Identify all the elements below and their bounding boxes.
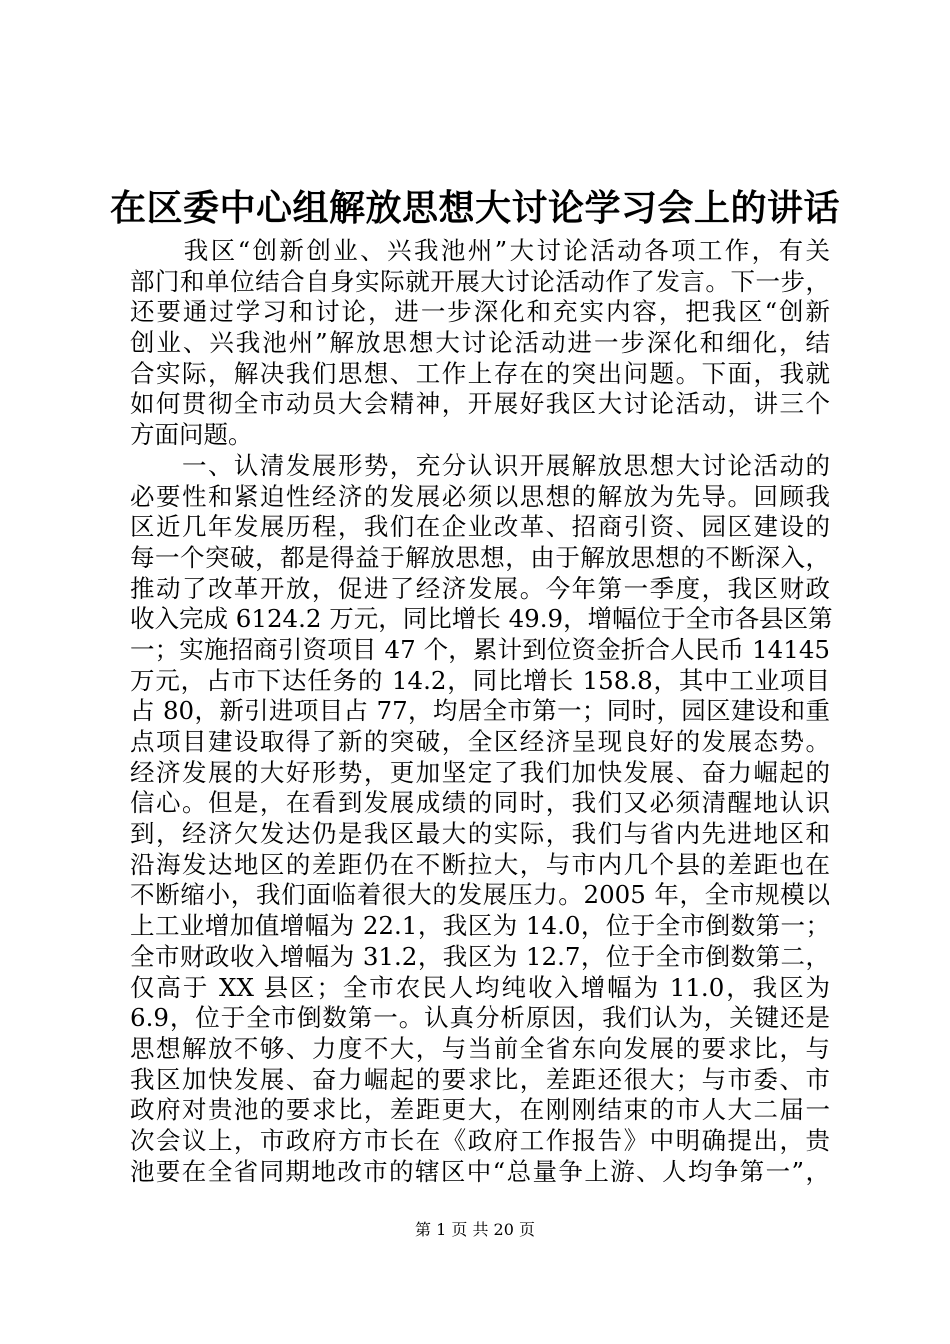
document-body (130, 236, 833, 1187)
body-line: 信心。但是，在看到发展成绩的同时，我们又必须清醒地认识 (130, 788, 830, 818)
body-line: 思想解放不够、力度不大，与当前全省东向发展的要求比，与 (130, 1033, 830, 1063)
body-line: 6.9，位于全市倒数第一。认真分析原因，我们认为，关键还是 (130, 1003, 830, 1033)
body-line: 占 80，新引进项目占 77，均居全市第一；同时，园区建设和重 (130, 696, 830, 726)
body-line: 沿海发达地区的差距仍在不断拉大，与市内几个县的差距也在 (130, 849, 830, 879)
body-line: 仅高于 XX 县区；全市农民人均纯收入增幅为 11.0，我区为 (130, 972, 830, 1002)
body-line: 创业、兴我池州”解放思想大讨论活动进一步深化和细化，结 (130, 328, 830, 358)
body-line: 每一个突破，都是得益于解放思想，由于解放思想的不断深入， (130, 542, 830, 572)
body-line: 万元，占市下达任务的 14.2，同比增长 158.8，其中工业项目 (130, 665, 830, 695)
body-line: 一、认清发展形势，充分认识开展解放思想大讨论活动的 (130, 450, 830, 480)
body-line: 全市财政收入增幅为 31.2，我区为 12.7，位于全市倒数第二， (130, 941, 830, 971)
body-line: 合实际，解决我们思想、工作上存在的突出问题。下面，我就 (130, 358, 830, 388)
body-line: 部门和单位结合自身实际就开展大讨论活动作了发言。下一步， (130, 266, 830, 296)
body-line: 必要性和紧迫性经济的发展必须以思想的解放为先导。回顾我 (130, 481, 830, 511)
body-line: 点项目建设取得了新的突破，全区经济呈现良好的发展态势。 (130, 727, 830, 756)
body-line: 上工业增加值增幅为 22.1，我区为 14.0，位于全市倒数第一； (130, 911, 830, 941)
body-line: 我区“创新创业、兴我池州”大讨论活动各项工作，有关 (130, 236, 830, 265)
body-line: 收入完成 6124.2 万元，同比增长 49.9，增幅位于全市各县区第 (130, 604, 833, 634)
body-line: 到，经济欠发达仍是我区最大的实际，我们与省内先进地区和 (130, 819, 830, 849)
body-line: 政府对贵池的要求比，差距更大，在刚刚结束的市人大二届一 (130, 1095, 830, 1125)
body-line: 池要在全省同期地改市的辖区中“总量争上游、人均争第一”， (130, 1156, 830, 1186)
body-line: 次会议上，市政府方市长在《政府工作报告》中明确提出，贵 (130, 1125, 830, 1155)
body-line: 推动了改革开放，促进了经济发展。今年第一季度，我区财政 (130, 573, 830, 603)
body-line: 不断缩小，我们面临着很大的发展压力。2005 年，全市规模以 (130, 880, 830, 910)
body-line: 经济发展的大好形势，更加坚定了我们加快发展、奋力崛起的 (130, 757, 830, 787)
body-line: 还要通过学习和讨论，进一步深化和充实内容，把我区“创新 (130, 297, 830, 327)
body-line: 如何贯彻全市动员大会精神，开展好我区大讨论活动，讲三个 (130, 389, 830, 419)
body-line: 我区加快发展、奋力崛起的要求比，差距还很大；与市委、市 (130, 1064, 830, 1094)
document-title: 在区委中心组解放思想大讨论学习会上的讲话 (109, 187, 840, 229)
page-number-footer: 第 1 页 共 20 页 (415, 1220, 535, 1239)
body-line: 一；实施招商引资项目 47 个，累计到位资金折合人民币 14145 (130, 634, 830, 664)
body-line: 区近几年发展历程，我们在企业改革、招商引资、园区建设的 (130, 512, 830, 542)
body-line: 方面问题。 (130, 420, 253, 450)
